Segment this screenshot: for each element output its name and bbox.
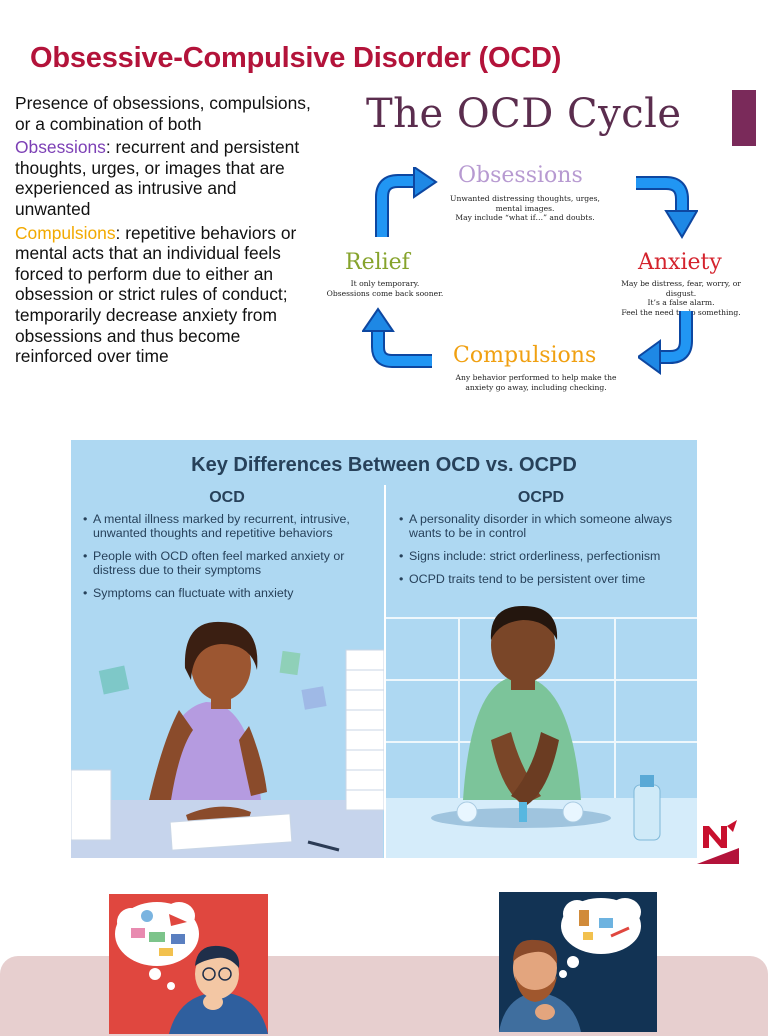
- logo-icon: [697, 818, 739, 864]
- definitions-text: [15, 93, 315, 370]
- ocd-column-heading: OCD: [209, 489, 245, 506]
- cycle-node-anxiety-label: Anxiety: [638, 250, 722, 275]
- arrow-down-icon: [636, 175, 698, 239]
- ocpd-bullet: • A personality disorder in which someone always wants to be in control: [399, 512, 689, 540]
- cycle-node-relief-desc: [320, 279, 450, 298]
- column-divider: [384, 485, 386, 858]
- ocd-bullet: • A mental illness marked by recurrent, intrusive, unwanted thoughts and repetitive behaviors: [83, 512, 378, 540]
- cycle-node-obsessions-desc: [440, 194, 610, 223]
- definition-obsessions: [15, 137, 315, 219]
- obsessions-desc-line: May include “what if…” and doubts.: [455, 213, 595, 222]
- arrow-up-right-icon: [368, 167, 438, 239]
- ocd-vs-ocpd-infographic: [71, 440, 697, 858]
- thinking-person-card-left: [109, 894, 268, 1034]
- obsessions-definition: : recurrent and persistent thoughts, urges, or images that are experienced as intrusive and unwanted: [15, 137, 300, 219]
- compulsions-desc-line: anxiety go away, including checking.: [465, 382, 607, 392]
- anxiety-desc-line: May be distress, fear, worry, or disgust.: [621, 279, 741, 298]
- ocpd-bullet-list: [399, 512, 689, 595]
- infographic-title: Key Differences Between OCD vs. OCPD: [191, 454, 577, 476]
- cycle-title-accent: [732, 90, 756, 146]
- relief-desc-line: It only temporary.: [350, 279, 420, 288]
- compulsions-desc-line: Any behavior performed to help make the: [455, 373, 617, 382]
- arrow-up-icon: [362, 307, 434, 373]
- ocpd-bullet: • Signs include: strict orderliness, perfectionism: [399, 549, 689, 563]
- cycle-node-compulsions-label: Compulsions: [453, 343, 597, 368]
- thinking-person-card-right: [499, 892, 657, 1032]
- compulsions-definition: : repetitive behaviors or mental acts that an individual feels forced to perform due to either an obsession or strict rules of conduct; temporarily decrease anxiety from obsessions and thus become reinforced over time: [15, 222, 297, 367]
- definition-compulsions: [15, 223, 315, 367]
- cycle-node-obsessions-label: Obsessions: [458, 163, 583, 188]
- ocd-bullet: • Symptoms can fluctuate with anxiety: [83, 586, 378, 600]
- slide-title: Obsessive-Compulsive Disorder (OCD): [30, 42, 562, 74]
- ocpd-bullet: • OCPD traits tend to be persistent over time: [399, 572, 689, 586]
- cycle-node-compulsions-desc: [446, 373, 626, 392]
- definition-intro: Presence of obsessions, compulsions, or a combination of both: [15, 93, 311, 134]
- ocd-bullet-list: [83, 512, 378, 609]
- obsessions-desc-line: Unwanted distressing thoughts, urges,: [450, 194, 600, 203]
- obsessions-desc-line: mental images.: [495, 203, 555, 213]
- compulsions-term: Compulsions: [15, 222, 116, 243]
- cycle-title: The OCD Cycle: [366, 91, 682, 137]
- ocpd-column-heading: OCPD: [517, 489, 565, 506]
- cycle-node-relief-label: Relief: [345, 250, 410, 275]
- obsessions-term: Obsessions: [15, 137, 106, 158]
- person-thinking-illustration: [499, 892, 657, 1032]
- person-thinking-illustration: [109, 894, 268, 1034]
- relief-desc-line: Obsessions come back sooner.: [326, 288, 444, 298]
- ocd-cycle-diagram: [318, 85, 758, 405]
- anxiety-desc-line: It’s a false alarm.: [647, 298, 715, 307]
- ocd-bullet: • People with OCD often feel marked anxiety or distress due to their symptoms: [83, 549, 378, 577]
- anxiety-desc-line: Feel the need to do something.: [621, 307, 741, 317]
- arrow-down-left-icon: [638, 311, 698, 377]
